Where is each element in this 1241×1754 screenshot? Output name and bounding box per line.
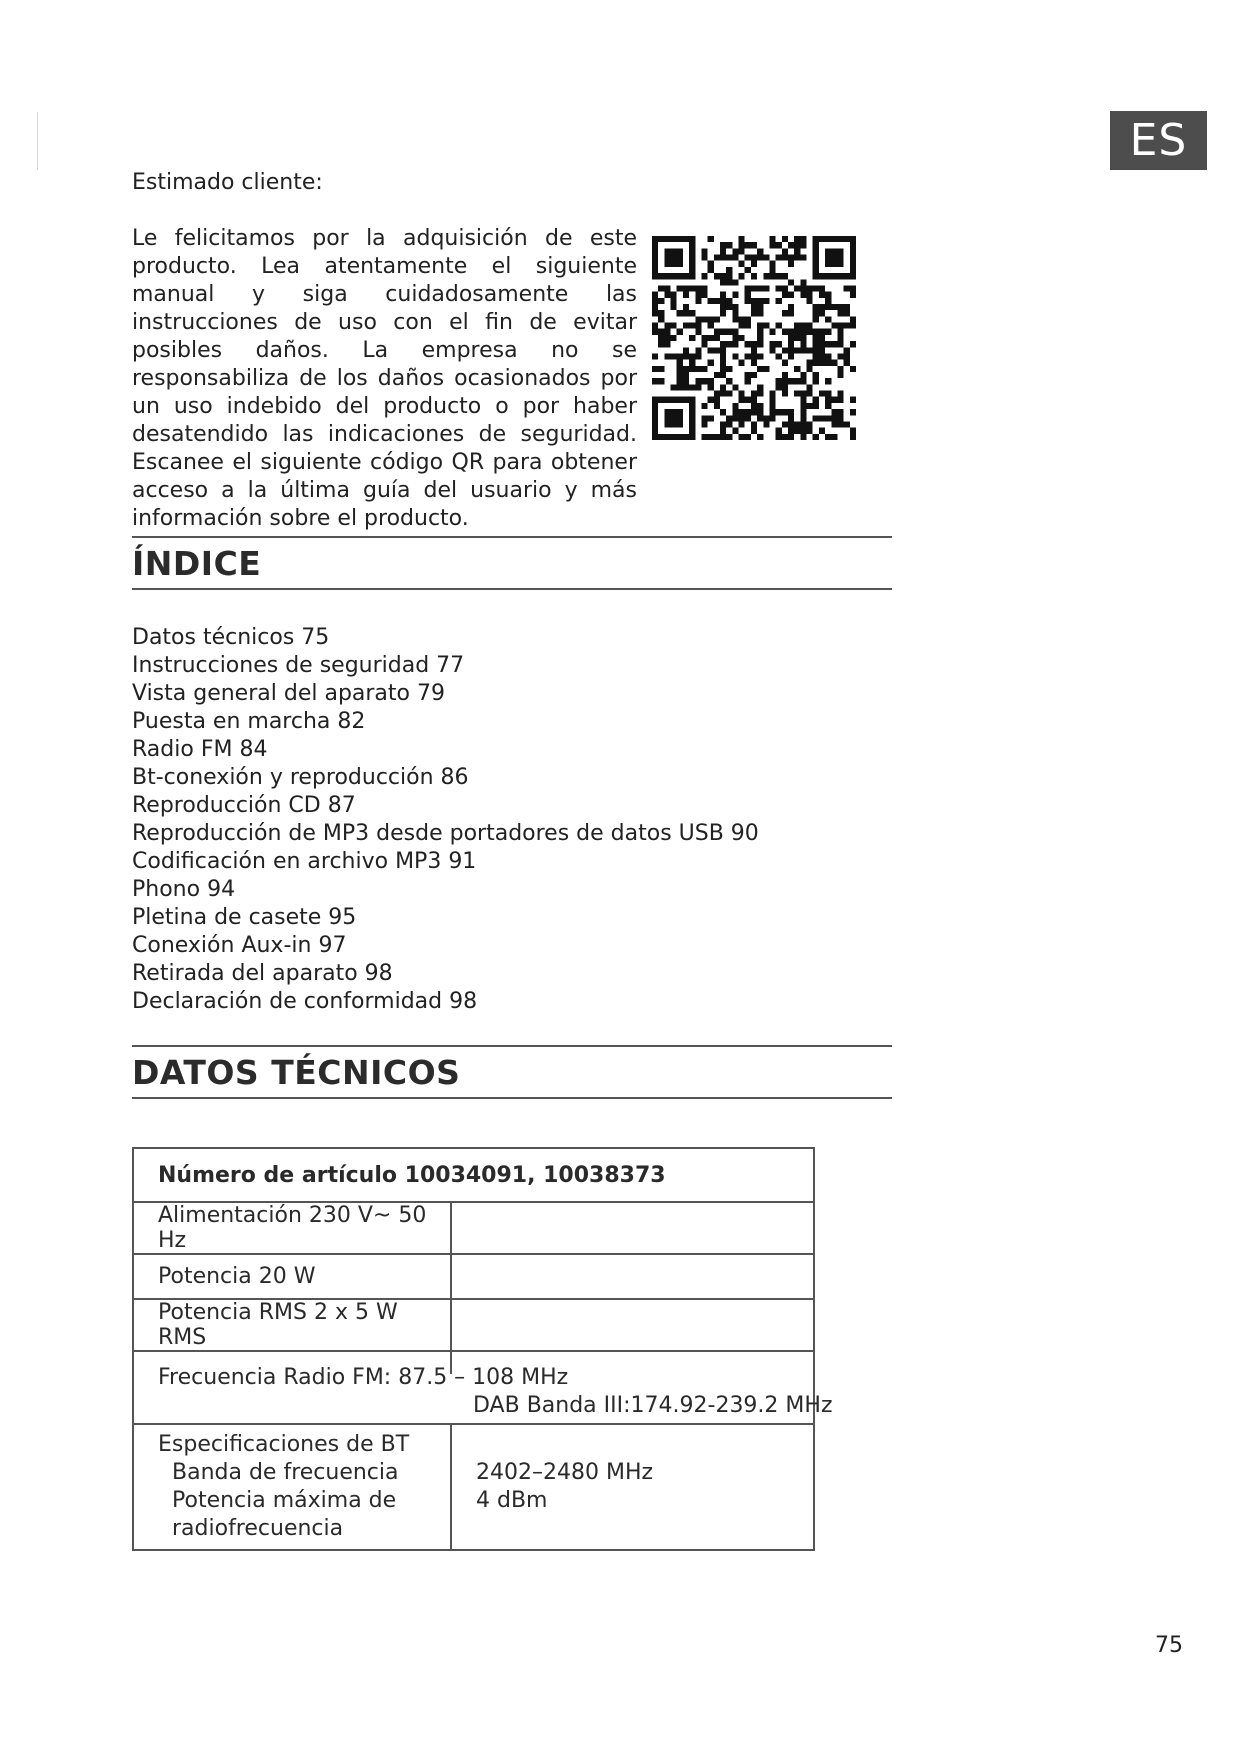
table-row bbox=[133, 1148, 814, 1202]
bt-max-power-label-cont: radiofrecuencia bbox=[172, 1516, 344, 1541]
index-item: Pletina de casete 95 bbox=[132, 905, 357, 930]
table-row bbox=[133, 1424, 814, 1550]
bt-freq-band-value: 2402–2480 MHz bbox=[476, 1460, 654, 1485]
page-number: 75 bbox=[1155, 1633, 1183, 1658]
index-item: Datos técnicos 75 bbox=[132, 625, 330, 650]
table-row bbox=[133, 1351, 814, 1424]
language-tab: ES bbox=[1110, 111, 1207, 170]
power-supply-cell: Alimentación 230 V~ 50 Hz bbox=[133, 1202, 451, 1254]
bt-freq-band-label: Banda de frecuencia bbox=[172, 1460, 399, 1485]
section-rule bbox=[132, 1045, 892, 1047]
table-row bbox=[133, 1254, 814, 1299]
tech-data-table bbox=[132, 1147, 833, 1551]
index-item: Reproducción CD 87 bbox=[132, 793, 356, 818]
bt-specs-value-cell bbox=[451, 1424, 814, 1550]
empty-cell bbox=[451, 1254, 814, 1299]
article-number-cell: Número de artículo 10034091, 10038373 bbox=[133, 1148, 814, 1202]
section-rule bbox=[132, 536, 892, 538]
bt-max-power-value: 4 dBm bbox=[476, 1488, 548, 1513]
table-row bbox=[133, 1202, 814, 1254]
power-cell: Potencia 20 W bbox=[133, 1254, 451, 1299]
index-item: Puesta en marcha 82 bbox=[132, 709, 366, 734]
greeting: Estimado cliente: bbox=[132, 170, 323, 195]
index-item: Codificación en archivo MP3 91 bbox=[132, 849, 477, 874]
index-list bbox=[132, 624, 759, 1016]
index-item: Declaración de conformidad 98 bbox=[132, 989, 478, 1014]
bt-max-power-label: Potencia máxima de bbox=[172, 1488, 397, 1513]
bt-specs-label-cell bbox=[133, 1424, 451, 1550]
index-title: ÍNDICE bbox=[132, 544, 262, 583]
dab-band-text: DAB Banda III:174.92-239.2 MHz bbox=[473, 1393, 833, 1418]
index-item: Instrucciones de seguridad 77 bbox=[132, 653, 465, 678]
index-item: Bt-conexión y reproducción 86 bbox=[132, 765, 469, 790]
table-row bbox=[133, 1299, 814, 1351]
index-item: Phono 94 bbox=[132, 877, 236, 902]
frequency-cell bbox=[133, 1351, 833, 1424]
power-rms-cell: Potencia RMS 2 x 5 W RMS bbox=[133, 1299, 451, 1351]
index-item: Radio FM 84 bbox=[132, 737, 268, 762]
index-item: Conexión Aux-in 97 bbox=[132, 933, 347, 958]
section-rule bbox=[132, 1097, 892, 1099]
empty-cell bbox=[451, 1202, 814, 1254]
index-item: Vista general del aparato 79 bbox=[132, 681, 445, 706]
index-item: Retirada del aparato 98 bbox=[132, 961, 393, 986]
index-item: Reproducción de MP3 desde portadores de datos USB 90 bbox=[132, 821, 759, 846]
bt-specs-heading: Especificaciones de BT bbox=[158, 1432, 410, 1457]
intro-paragraph: Le felicitamos por la adquisición de este producto. Lea atentamente el siguiente manual y siga cuidadosamente las instrucciones de uso con el fin de evitar posibles daños. La empresa no se responsabiliza de los daños ocasionados por un uso indebido del producto o por haber desatendido las indicaciones de seguridad. Escanee el siguiente código QR para obtener acceso a la última guía del usuario y más información sobre el producto. bbox=[132, 226, 637, 531]
qr-code bbox=[652, 236, 856, 440]
section-rule bbox=[132, 588, 892, 590]
empty-cell bbox=[451, 1299, 814, 1351]
qr-modules bbox=[652, 236, 856, 440]
fm-frequency-text: Frecuencia Radio FM: 87.5 – 108 MHz bbox=[158, 1365, 569, 1390]
tech-data-title: DATOS TÉCNICOS bbox=[132, 1053, 461, 1092]
margin-mark bbox=[37, 112, 38, 170]
